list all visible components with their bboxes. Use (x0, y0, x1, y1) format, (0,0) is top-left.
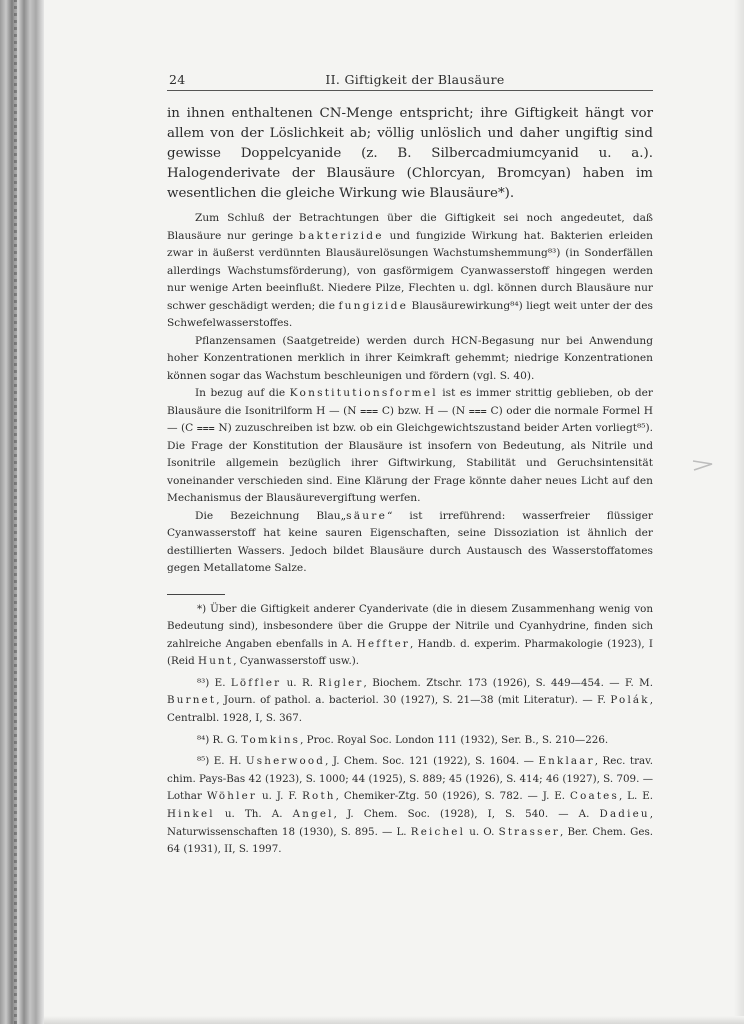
text-run: u. O. (465, 825, 499, 838)
main-text (167, 104, 653, 204)
author-name: Dadieu (599, 808, 650, 821)
footnote-star (167, 601, 653, 671)
text-run: , J. Chem. Soc. (1928), I, S. 540. — A. (333, 808, 600, 821)
text-run: und fungizide Wirkung hat. Bakterien erleiden zwar in äußerst verdünnten Blausäurelösungen Wachstumshemmung⁸³) (in Sonderfällen allerdings Wachstumsförderung), von gasförmigem Cyanwasserstoff hingegen werden nur wenige Arten beeinflußt. Niedere Pilze, Flechten u. dgl. können durch Blausäure nur schwer geschädigt werden; die (167, 229, 653, 312)
text-run: u. R. (281, 676, 319, 689)
text-run: *) Über die Giftigkeit anderer Cyanderivate (die in diesem Zusammenhang wenig von Bedeutung sind), insbesondere über die Gruppe der Nitrile und Cyanhydrine, finden sich zahlreiche Angaben ebenfalls in A. (167, 602, 653, 650)
text-run: , Ber. Chem. Ges. 64 (1931), II, S. 1997. (167, 825, 653, 856)
text-run: , Chemiker-Ztg. 50 (1926), S. 782. — J. E. (335, 790, 571, 803)
author-name: Löffler (230, 676, 282, 689)
paragraph-bactericidal (167, 210, 653, 333)
text-run: Zum Schluß der Betrachtungen über die Giftigkeit sei noch angedeutet, daß Blausäure nur geringe (167, 212, 653, 242)
paragraph-seeds: Pflanzensamen (Saatgetreide) werden durch HCN-Begasung nur bei Anwendung hoher Konzentrationen merklich in ihrer Keimkraft gehemmt; niedrige Konzentrationen können sogar das Wachstum beschleunigen und fördern (vgl. S. 40). (167, 334, 653, 382)
margin-mark (692, 458, 714, 472)
text-run: ⁸⁴) R. G. (197, 733, 242, 746)
author-name: Tomkins (241, 733, 301, 746)
paragraph-constitution (167, 385, 653, 508)
author-name: Strasser (498, 825, 561, 838)
text-run: , Journ. of pathol. a. bacteriol. 30 (1927), S. 21—38 (mit Literatur). — F. (216, 694, 611, 707)
page-bottom-edge (44, 1016, 744, 1024)
author-name: Hinkel (167, 808, 215, 821)
spaced-term: säure (346, 509, 388, 522)
text-run: “ ist irreführend: wasserfreier flüssiger Cyanwasserstoff hat keine sauren Eigenschaften, seine Dissoziation ist ähnlich der destillierten Wassers. Jedoch bildet Blausäure durch Austausch des Wasserstoffatomes gegen Metallatome Salze. (167, 509, 653, 574)
author-name: Hunt (198, 655, 234, 668)
footnote-84 (167, 732, 653, 750)
footnote-83 (167, 675, 653, 728)
author-name: Heffter (356, 637, 411, 650)
text-run: , Centralbl. 1928, I, S. 367. (167, 694, 653, 725)
text-run: , L. E. (618, 790, 653, 803)
text-run: Die Bezeichnung Blau„ (195, 509, 347, 522)
text-run: Blausäurewirkung⁸⁴) liegt weit unter der des Schwefelwasserstoffes. (167, 299, 653, 329)
author-name: Rigler (318, 676, 364, 689)
author-name: Roth (302, 790, 336, 803)
author-name: Usherwood (245, 755, 326, 768)
footnote-85 (167, 753, 653, 859)
author-name: Burnet (167, 694, 217, 707)
spaced-term: fungizide (338, 299, 409, 312)
author-name: Polák (610, 694, 650, 707)
text-run: , J. Chem. Soc. 121 (1922), S. 1604. — (325, 755, 539, 768)
main-paragraph: in ihnen enthaltenen CN-Menge entspricht; ihre Giftigkeit hängt vor allem von der Löslichkeit ab; völlig unlöslich und daher ungiftig sind gewisse Doppelcyanide (z. B. Silbercadmiumcyanid u. a.). Halogenderivate der Blausäure (Chlorcyan, Bromcyan) haben im wesentlichen die gleiche Wirkung wie Blausäure*). (167, 106, 653, 201)
author-name: Coates (570, 790, 619, 803)
text-run: , Handb. d. experim. Pharmakologie (1923), I (Reid (167, 637, 653, 668)
book-spine (0, 0, 44, 1024)
spaced-term: Konstitutionsformel (289, 387, 438, 399)
text-run: ⁸⁵) E. H. (197, 755, 246, 768)
text-run: , Rec. trav. chim. Pays-Bas 42 (1923), S. 1000; 44 (1925), S. 889; 45 (1926), S. 414; 46 (1927), S. 709. — Lothar (167, 755, 653, 803)
text-run: u. Th. A. (214, 808, 293, 821)
text-run: , Naturwissenschaften 18 (1930), S. 895. — L. (167, 808, 653, 838)
running-header (167, 70, 653, 91)
text-run: , Cyanwasserstoff usw.). (233, 655, 360, 668)
paragraph-acid-name (167, 508, 653, 578)
footnote-rule (167, 594, 225, 595)
spaced-term: bakterizide (299, 229, 384, 242)
author-name: Wöhler (206, 790, 258, 803)
book-page (167, 70, 653, 859)
page-number: 24 (169, 72, 186, 87)
author-name: Angel (292, 808, 334, 821)
text-run: ⁸³) E. (197, 676, 231, 689)
page-right-edge (734, 0, 744, 1024)
text-run: , Proc. Royal Soc. London 111 (1932), Ser. B., S. 210—226. (300, 733, 609, 746)
text-run: , Biochem. Ztschr. 173 (1926), S. 449—454. — F. M. (363, 676, 653, 689)
author-name: Reichel (410, 825, 466, 838)
author-name: Enklaar (538, 755, 595, 768)
text-run: u. J. F. (257, 790, 303, 803)
text-run: ist es immer strittig geblieben, ob der Blausäure die Isonitrilform H — (N ⩶ C) bzw. H — (N ⩶ C) oder die normale Formel H — (C ⩶ N) zuzuschreiben ist bzw. ob ein Gleichgewichtszustand beider Arten vorliegt⁸⁵). Die Frage der Konstitution der Blausäure ist insofern von Bedeutung, als Nitrile und Isonitrile allgemein bezüglich ihrer Giftwirkung, Stabilität und Geruchsintensität voneinander verschieden sind. Eine Klärung der Frage könnte daher neues Licht auf den Mechanismus der Blausäurevergiftung werfen. (167, 387, 653, 504)
text-run: In bezug auf die (195, 387, 290, 399)
running-title: II. Giftigkeit der Blausäure (325, 72, 505, 87)
